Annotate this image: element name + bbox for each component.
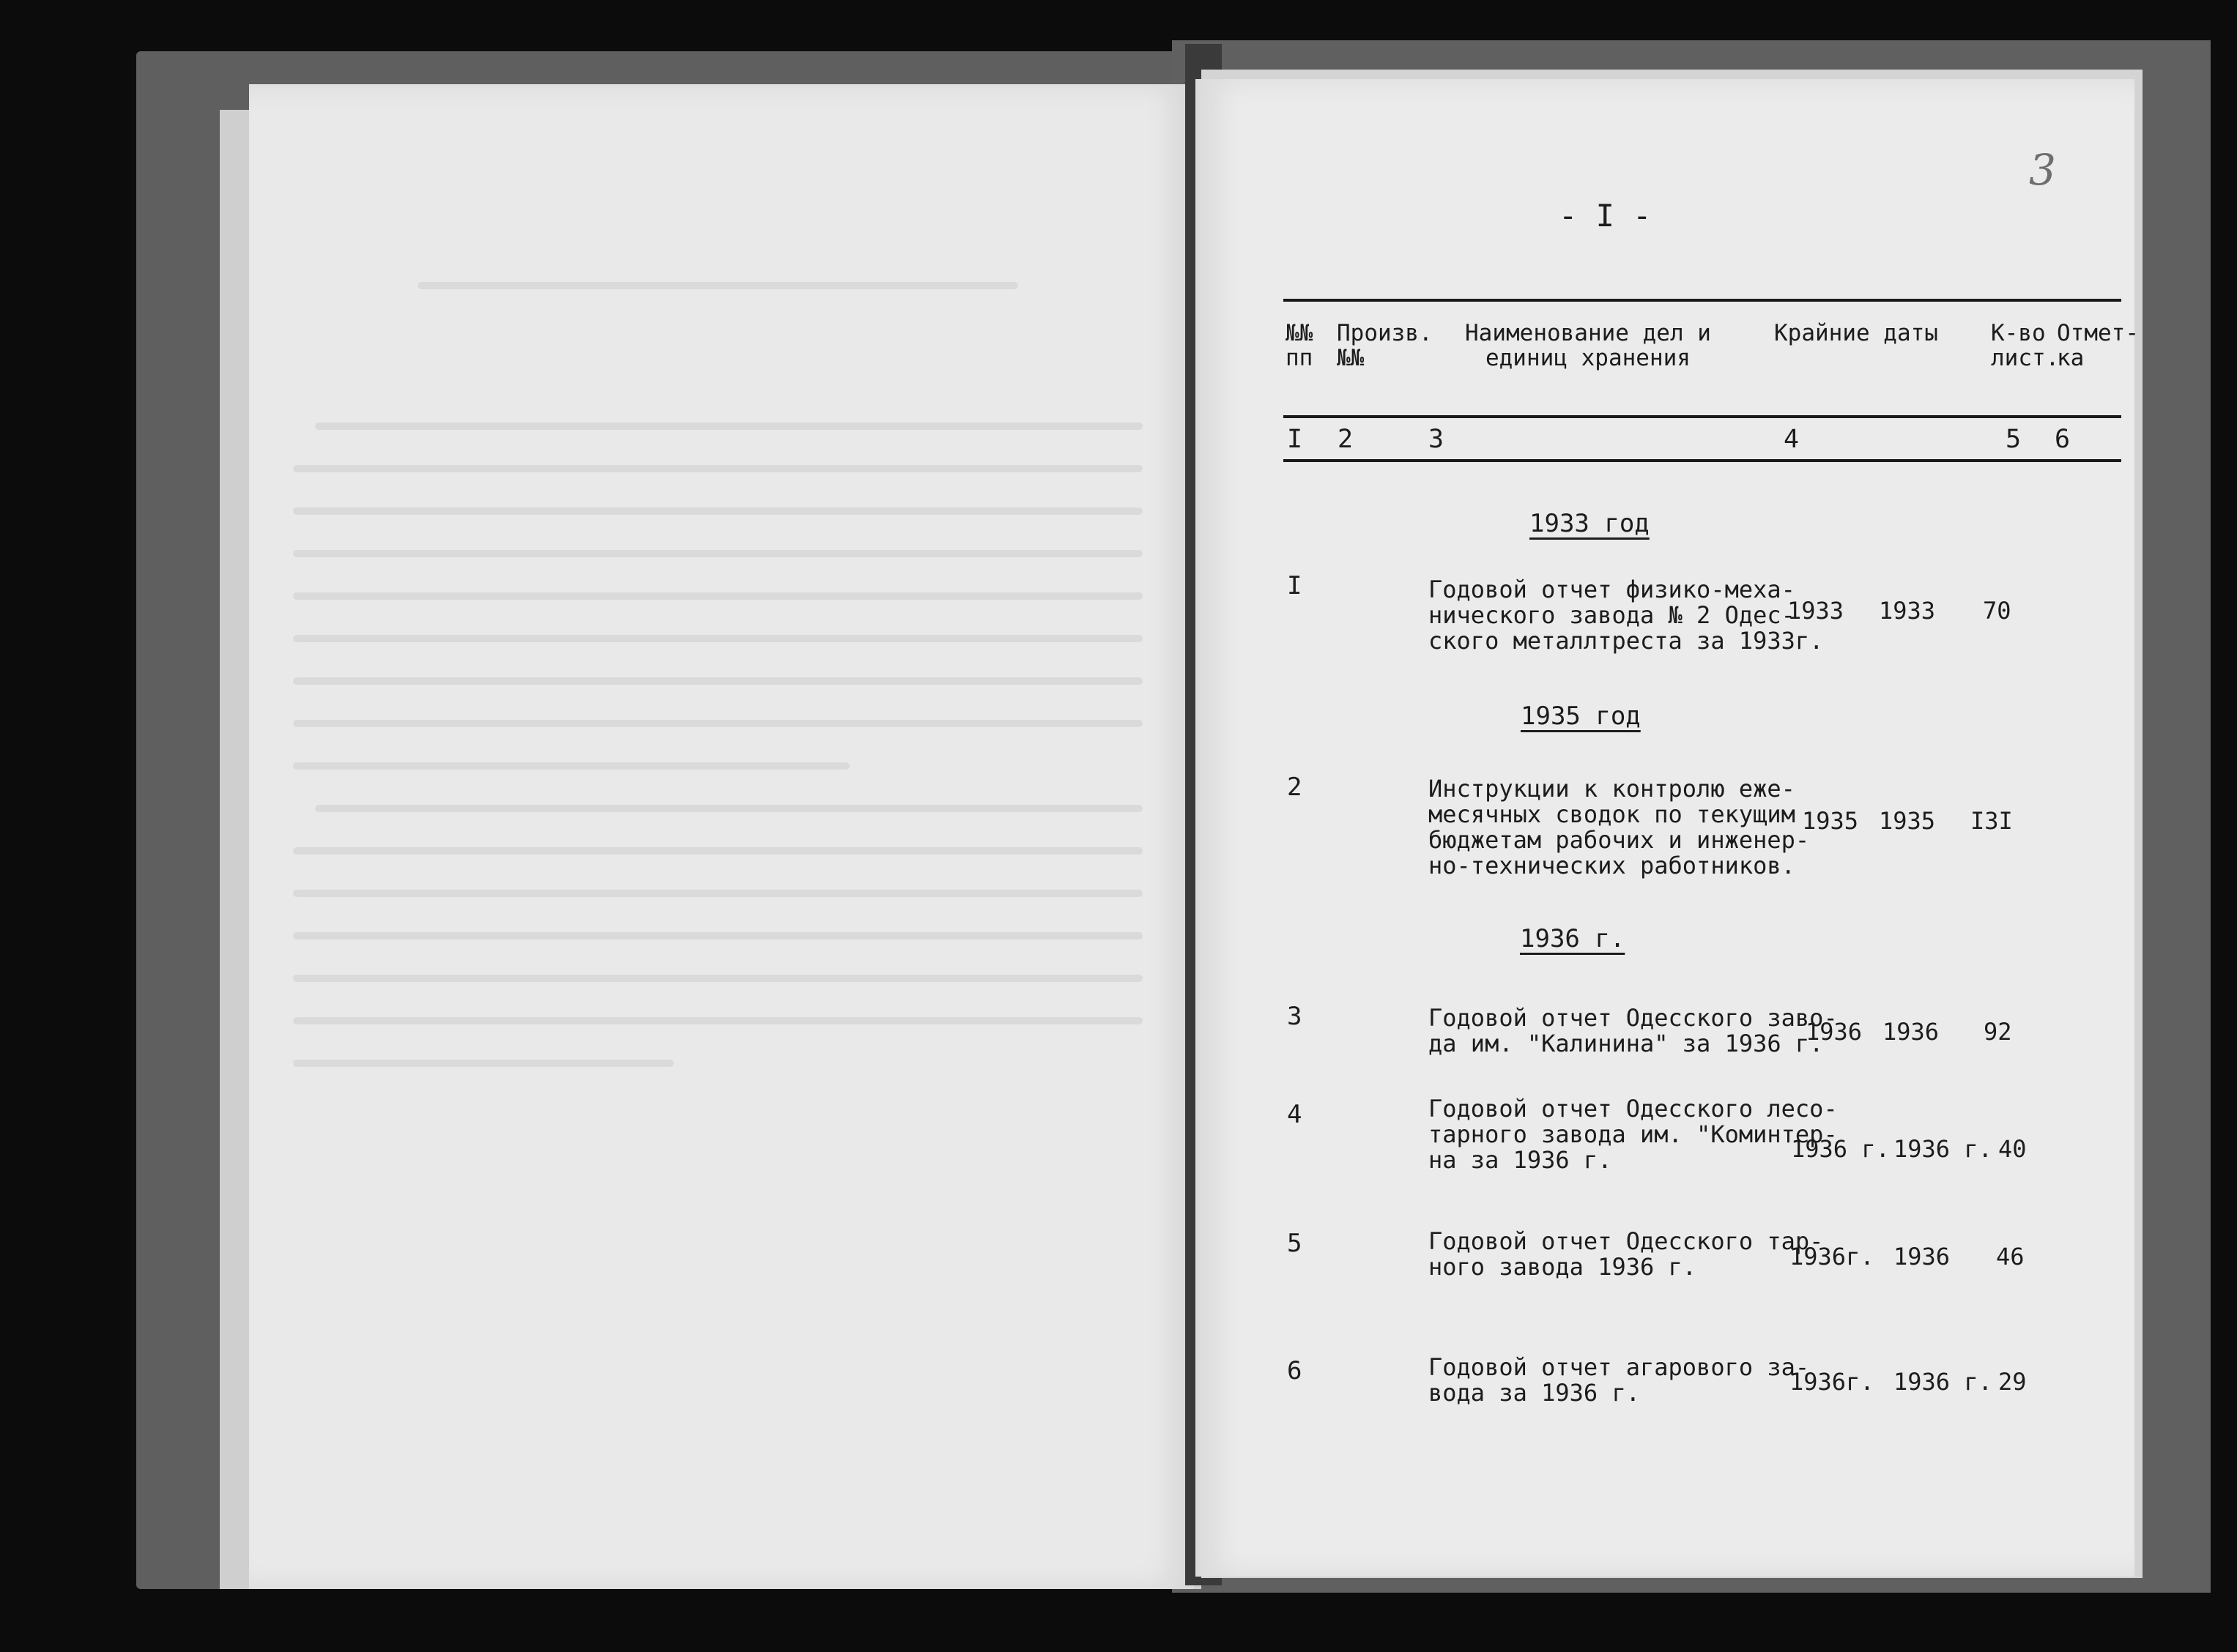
- row-4-date-end: 1936 г.: [1893, 1135, 1992, 1163]
- left-page-blank: [249, 84, 1194, 1589]
- row-3-date-start: 1936: [1806, 1018, 1863, 1046]
- column-number-4: 4: [1784, 425, 1800, 454]
- row-3-date-end: 1936: [1882, 1018, 1940, 1046]
- row-6-date-start: 1936г.: [1789, 1368, 1874, 1396]
- table-top-rule: [1283, 299, 2121, 302]
- archive-sheet-number: 3: [2029, 145, 2056, 195]
- row-2-date-end: 1935: [1879, 807, 1936, 835]
- row-1-date-start: 1933: [1787, 597, 1844, 625]
- row-5-number: 5: [1287, 1229, 1302, 1258]
- row-4-number: 4: [1287, 1100, 1302, 1129]
- row-6-number: 6: [1287, 1356, 1302, 1385]
- row-3-number: 3: [1287, 1002, 1302, 1031]
- bleed-through-text: [249, 84, 1194, 1589]
- row-1-date-end: 1933: [1879, 597, 1936, 625]
- header-name: Наименование дел и единиц хранения: [1465, 320, 1711, 371]
- row-6-title: Годовой отчет агарового за- вода за 1936 г.: [1428, 1353, 1810, 1407]
- row-4-title: Годовой отчет Одесского лесо- тарного завода им. "Коминтер- на за 1936 г.: [1428, 1095, 1838, 1174]
- header-dates: Крайние даты: [1774, 320, 1938, 346]
- row-1-number: I: [1287, 571, 1302, 600]
- row-3-title: Годовой отчет Одесского заво- да им. "Калинина" за 1936 г.: [1428, 1004, 1838, 1057]
- header-prod-num: Произв. №№: [1337, 320, 1433, 371]
- row-4-date-start: 1936 г.: [1791, 1135, 1890, 1163]
- table-column-rule: [1283, 459, 2121, 462]
- section-title-1935: 1935 год: [1521, 702, 1641, 731]
- row-6-sheets: 29: [1998, 1368, 2027, 1396]
- column-number-5: 5: [2006, 425, 2022, 454]
- row-4-sheets: 40: [1998, 1135, 2027, 1163]
- section-title-1933: 1933 год: [1529, 509, 1650, 538]
- row-2-sheets: I3I: [1970, 807, 2013, 835]
- row-5-date-end: 1936: [1893, 1243, 1951, 1270]
- row-1-sheets: 70: [1983, 597, 2011, 625]
- row-3-sheets: 92: [1984, 1018, 2012, 1046]
- table-header-rule: [1283, 415, 2121, 418]
- row-5-title: Годовой отчет Одесского тар- ного завода 1936 г.: [1428, 1227, 1824, 1281]
- row-1-title: Годовой отчет физико-меха- нического завода № 2 Одес- ского металлтреста за 1933г.: [1428, 576, 1824, 655]
- row-6-date-end: 1936 г.: [1893, 1368, 1992, 1396]
- column-number-2: 2: [1338, 425, 1354, 454]
- row-2-date-start: 1935: [1802, 807, 1859, 835]
- row-5-sheets: 46: [1996, 1243, 2025, 1270]
- column-number-3: 3: [1428, 425, 1444, 454]
- row-2-title: Инструкции к контролю еже- месячных сводок по текущим бюджетам рабочих и инженер- но-технических работников.: [1428, 775, 1810, 879]
- page-number: - I -: [1559, 198, 1652, 234]
- row-2-number: 2: [1287, 773, 1302, 802]
- header-sheets: К-во лист.: [1991, 320, 2060, 371]
- column-number-6: 6: [2055, 425, 2071, 454]
- row-5-date-start: 1936г.: [1789, 1243, 1874, 1270]
- header-num: №№ пп: [1286, 320, 1313, 371]
- header-note: Отмет- ка: [2057, 320, 2139, 371]
- column-number-1: I: [1287, 425, 1303, 454]
- section-title-1936: 1936 г.: [1520, 924, 1625, 953]
